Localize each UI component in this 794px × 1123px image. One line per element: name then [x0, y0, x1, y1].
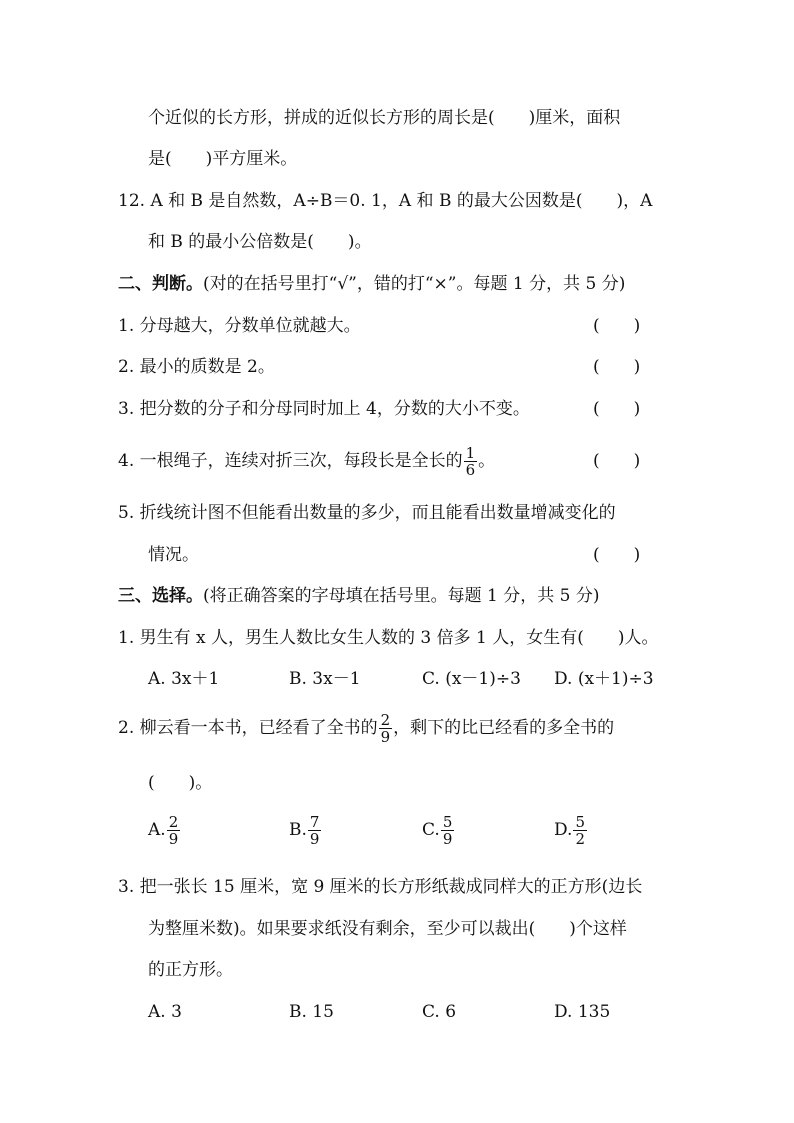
question-12-line-2: 和 B 的最小公倍数是( )。	[148, 232, 372, 252]
choice-question-3-line-2: 为整厘米数)。如果要求纸没有剩余，至少可以裁出( )个这样	[148, 919, 627, 939]
choice-question-1: 1. 男生有 x 人，男生人数比女生人数的 3 倍多 1 人，女生有( )人。	[118, 628, 659, 648]
judge-answer-4[interactable]: ( )	[593, 451, 641, 471]
section-3-header	[118, 585, 600, 607]
judge-answer-1[interactable]: ( )	[593, 316, 641, 336]
fraction-one-sixth	[464, 445, 478, 478]
fraction-numerator: 2	[380, 711, 391, 729]
option-fraction	[308, 814, 322, 847]
choice-1-option-b[interactable]: B. 3x－1	[289, 669, 361, 689]
fraction-numerator: 2	[168, 813, 179, 831]
judge-item-3: 3. 把分数的分子和分母同时加上 4，分数的大小不变。	[118, 399, 530, 419]
choice-3-option-a[interactable]: A. 3	[148, 1002, 182, 1022]
choice-question-3-line-3: 的正方形。	[148, 960, 233, 980]
prev-question-line-1: 个近似的长方形，拼成的近似长方形的周长是( )厘米，面积	[148, 108, 621, 128]
fraction-denominator: 6	[465, 461, 476, 479]
choice-3-option-d[interactable]: D. 135	[554, 1002, 611, 1022]
prev-question-line-2: 是( )平方厘米。	[148, 149, 298, 169]
choice-2-text-a: 2. 柳云看一本书，已经看了全书的	[118, 718, 378, 738]
choice-1-option-a[interactable]: A. 3x＋1	[148, 669, 220, 689]
section-3-heading: 三、选择。	[118, 586, 203, 606]
choice-1-option-c[interactable]: C. (x－1)÷3	[422, 669, 521, 689]
section-3-note: (将正确答案的字母填在括号里。每题 1 分，共 5 分)	[203, 586, 600, 606]
fraction-denominator: 9	[168, 830, 179, 848]
choice-2-option-b[interactable]	[289, 814, 322, 847]
judge-item-4	[118, 440, 495, 482]
fraction-numerator: 5	[442, 813, 453, 831]
choice-question-3-line-1: 3. 把一张长 15 厘米，宽 9 厘米的长方形纸裁成同样大的正方形(边长	[118, 877, 643, 897]
choice-2-option-d[interactable]	[554, 814, 588, 847]
choice-question-2-line-2: ( )。	[148, 773, 213, 793]
option-fraction	[573, 814, 587, 847]
judge-item-5-line-2: 情况。	[148, 545, 199, 565]
question-12-line-1: 12. A 和 B 是自然数，A÷B＝0. 1，A 和 B 的最大公因数是( )，A	[118, 191, 653, 211]
judge-answer-3[interactable]: ( )	[593, 399, 641, 419]
fraction-denominator: 9	[380, 728, 391, 746]
option-label: A.	[148, 820, 166, 840]
section-2-note: (对的在括号里打“√”，错的打“×”。每题 1 分，共 5 分)	[203, 274, 626, 294]
option-fraction	[167, 814, 181, 847]
fraction-denominator: 9	[309, 830, 320, 848]
choice-1-option-d[interactable]: D. (x＋1)÷3	[554, 669, 654, 689]
fraction-numerator: 7	[309, 813, 320, 831]
judge-item-1: 1. 分母越大，分数单位就越大。	[118, 316, 361, 336]
judge-item-5: 5. 折线统计图不但能看出数量的多少，而且能看出数量增减变化的	[118, 503, 616, 523]
section-2-heading: 二、判断。	[118, 274, 203, 294]
fraction-numerator: 1	[465, 444, 476, 462]
judge-item-4-text-b: 。	[478, 451, 496, 471]
option-label: B.	[289, 820, 307, 840]
choice-2-option-c[interactable]	[422, 814, 455, 847]
choice-2-text-b: ，剩下的比已经看的多全书的	[393, 718, 615, 738]
judge-item-2: 2. 最小的质数是 2。	[118, 357, 275, 377]
fraction-denominator: 9	[442, 830, 453, 848]
option-label: D.	[554, 820, 573, 840]
judge-answer-2[interactable]: ( )	[593, 357, 641, 377]
judge-item-4-text-a: 4. 一根绳子，连续对折三次，每段长是全长的	[118, 451, 463, 471]
choice-3-option-b[interactable]: B. 15	[289, 1002, 334, 1022]
option-label: C.	[422, 820, 440, 840]
fraction-denominator: 2	[575, 830, 585, 848]
section-2-header	[118, 273, 625, 295]
option-fraction	[441, 814, 455, 847]
choice-question-2	[118, 707, 614, 749]
fraction-two-ninths	[379, 712, 393, 745]
choice-2-option-a[interactable]	[148, 814, 181, 847]
fraction-numerator: 5	[575, 813, 585, 831]
judge-answer-5[interactable]: ( )	[593, 545, 641, 565]
choice-3-option-c[interactable]: C. 6	[422, 1002, 457, 1022]
